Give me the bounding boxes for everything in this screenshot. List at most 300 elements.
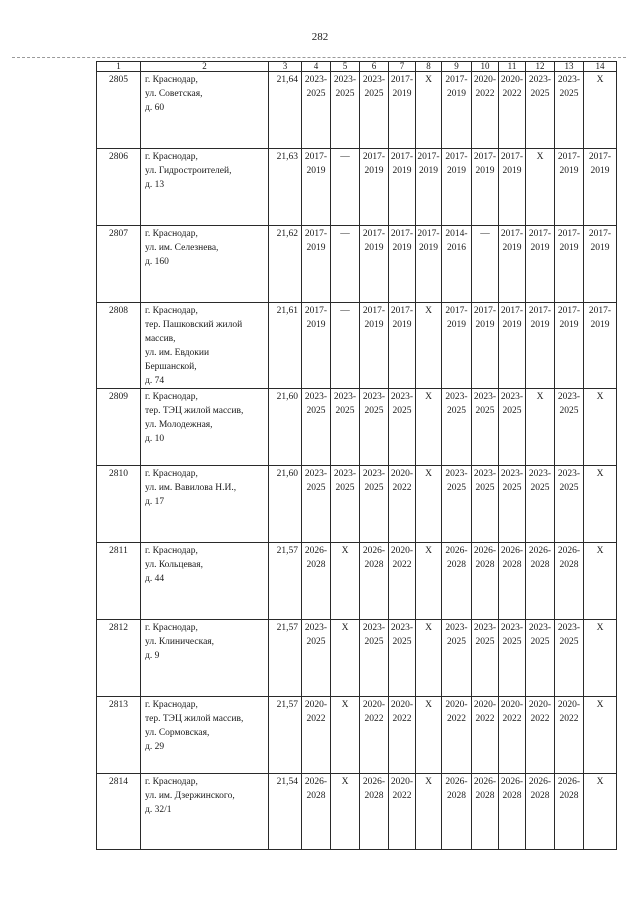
period-end: 2019	[502, 166, 522, 176]
address-cell	[141, 543, 269, 620]
column-header: 10	[472, 62, 499, 72]
period-cell	[555, 149, 584, 226]
period-cell	[472, 149, 499, 226]
period-end: 2019	[475, 320, 495, 330]
period-start: 2020-	[390, 777, 414, 787]
period-start: 2023-	[473, 469, 497, 479]
column-header: 3	[269, 62, 302, 72]
period-start: 2020-	[528, 700, 552, 710]
period-start: 2026-	[557, 777, 581, 787]
address-line: ул. им. Вавилова Н.И.,	[145, 483, 237, 493]
period-cell: X	[331, 774, 360, 850]
period-cell: X	[584, 466, 617, 543]
period-cell	[555, 226, 584, 303]
address-line: г. Краснодар,	[145, 306, 198, 316]
period-start: 2017-	[417, 152, 440, 162]
period-start: 2017-	[500, 306, 524, 316]
period-start: 2023-	[362, 75, 386, 85]
column-header: 14	[584, 62, 617, 72]
period-start: 2026-	[445, 777, 468, 787]
table-row	[97, 543, 617, 620]
period-end: 2019	[447, 166, 466, 176]
period-cell	[499, 389, 526, 466]
period-cell	[360, 149, 389, 226]
period-end: 2022	[447, 714, 466, 724]
table-row	[97, 389, 617, 466]
table-row	[97, 620, 617, 697]
period-start: 2017-	[557, 306, 581, 316]
column-header: 5	[331, 62, 360, 72]
row-number: 2812	[97, 620, 141, 697]
period-end: 2019	[559, 243, 579, 253]
period-cell	[584, 226, 617, 303]
period-start: 2020-	[500, 75, 524, 85]
period-cell	[472, 303, 499, 389]
period-cell	[360, 774, 389, 850]
column-header: 12	[526, 62, 555, 72]
period-start: 2023-	[500, 469, 524, 479]
period-cell	[389, 149, 416, 226]
table-row	[97, 72, 617, 149]
period-end: 2025	[475, 637, 495, 647]
period-start: 2023-	[304, 469, 328, 479]
column-header: 13	[555, 62, 584, 72]
period-cell	[442, 466, 472, 543]
period-start: 2017-	[500, 229, 524, 239]
period-cell	[389, 303, 416, 389]
period-start: 2017-	[588, 152, 612, 162]
period-cell	[302, 303, 331, 389]
period-end: 2025	[364, 406, 384, 416]
period-cell: —	[331, 226, 360, 303]
period-start: 2023-	[473, 392, 497, 402]
period-end: 2019	[364, 166, 384, 176]
address-cell	[141, 226, 269, 303]
period-end: 2022	[475, 714, 495, 724]
period-end: 2025	[306, 89, 326, 99]
period-end: 2028	[559, 791, 579, 801]
period-cell	[442, 543, 472, 620]
period-start: 2020-	[557, 700, 581, 710]
row-number: 2813	[97, 697, 141, 774]
period-end: 2025	[392, 637, 412, 647]
period-cell	[302, 543, 331, 620]
period-end: 2028	[306, 791, 326, 801]
period-start: 2017-	[557, 152, 581, 162]
period-start: 2026-	[304, 777, 328, 787]
period-start: 2023-	[473, 623, 497, 633]
period-end: 2019	[447, 89, 466, 99]
value-cell: 21,61	[269, 303, 302, 389]
period-start: 2023-	[557, 75, 581, 85]
period-end: 2028	[475, 560, 495, 570]
address-cell	[141, 303, 269, 389]
period-end: 2028	[364, 560, 384, 570]
period-end: 2025	[306, 637, 326, 647]
table-row	[97, 774, 617, 850]
period-end: 2016	[447, 243, 466, 253]
period-cell	[416, 226, 442, 303]
period-cell	[442, 303, 472, 389]
period-start: 2014-	[445, 229, 468, 239]
period-end: 2019	[306, 166, 326, 176]
period-end: 2025	[559, 637, 579, 647]
row-number: 2807	[97, 226, 141, 303]
period-start: 2017-	[362, 306, 386, 316]
period-start: 2017-	[362, 229, 386, 239]
period-end: 2028	[475, 791, 495, 801]
period-cell	[526, 303, 555, 389]
period-cell	[584, 149, 617, 226]
period-start: 2023-	[528, 623, 552, 633]
value-cell: 21,60	[269, 389, 302, 466]
period-cell	[331, 72, 360, 149]
period-cell: —	[331, 303, 360, 389]
period-start: 2026-	[500, 546, 524, 556]
row-number: 2809	[97, 389, 141, 466]
period-cell	[302, 149, 331, 226]
period-start: 2017-	[445, 152, 468, 162]
period-cell: X	[416, 303, 442, 389]
period-end: 2019	[590, 243, 610, 253]
period-end: 2028	[559, 560, 579, 570]
period-start: 2017-	[473, 152, 497, 162]
table-row	[97, 303, 617, 389]
address-line: ул. Клиническая,	[145, 637, 215, 647]
period-cell	[555, 303, 584, 389]
period-cell	[442, 389, 472, 466]
row-number: 2810	[97, 466, 141, 543]
period-start: 2020-	[390, 546, 414, 556]
period-cell	[472, 697, 499, 774]
period-start: 2023-	[333, 75, 357, 85]
period-cell	[499, 774, 526, 850]
period-cell	[526, 697, 555, 774]
period-end: 2022	[306, 714, 326, 724]
period-start: 2017-	[390, 306, 414, 316]
period-cell	[555, 620, 584, 697]
period-end: 2022	[392, 714, 412, 724]
address-line: г. Краснодар,	[145, 229, 198, 239]
column-header: 2	[141, 62, 269, 72]
period-start: 2020-	[445, 700, 468, 710]
period-end: 2025	[364, 89, 384, 99]
period-cell	[555, 697, 584, 774]
address-line: д. 9	[145, 651, 160, 661]
period-start: 2023-	[362, 392, 386, 402]
period-cell: X	[584, 389, 617, 466]
period-end: 2019	[392, 166, 412, 176]
address-line: ул. Гидростроителей,	[145, 166, 232, 176]
period-end: 2025	[530, 89, 550, 99]
period-cell	[526, 774, 555, 850]
period-start: 2020-	[304, 700, 328, 710]
period-start: 2023-	[390, 623, 414, 633]
address-line: д. 32/1	[145, 805, 172, 815]
period-start: 2017-	[390, 75, 414, 85]
address-line: д. 10	[145, 434, 165, 444]
period-end: 2022	[392, 791, 412, 801]
period-end: 2025	[530, 637, 550, 647]
period-end: 2025	[559, 89, 579, 99]
period-start: 2023-	[557, 469, 581, 479]
row-number: 2808	[97, 303, 141, 389]
period-cell	[499, 620, 526, 697]
period-start: 2023-	[500, 623, 524, 633]
period-cell	[499, 466, 526, 543]
period-start: 2023-	[445, 623, 468, 633]
column-number-row	[97, 62, 617, 72]
period-end: 2019	[364, 320, 384, 330]
period-start: 2020-	[473, 75, 497, 85]
period-start: 2017-	[362, 152, 386, 162]
period-start: 2017-	[588, 306, 612, 316]
period-cell	[526, 620, 555, 697]
period-start: 2026-	[304, 546, 328, 556]
table-row	[97, 466, 617, 543]
period-cell: X	[416, 466, 442, 543]
address-line: д. 74	[145, 376, 165, 386]
address-cell	[141, 72, 269, 149]
table-row	[97, 697, 617, 774]
period-end: 2019	[447, 320, 466, 330]
value-cell: 21,62	[269, 226, 302, 303]
period-start: 2020-	[390, 700, 414, 710]
period-start: 2026-	[445, 546, 468, 556]
period-cell	[472, 543, 499, 620]
table-row	[97, 149, 617, 226]
period-cell	[442, 774, 472, 850]
period-cell	[331, 466, 360, 543]
period-start: 2017-	[390, 229, 414, 239]
period-cell: —	[472, 226, 499, 303]
period-cell: X	[584, 620, 617, 697]
period-start: 2017-	[528, 229, 552, 239]
address-line: д. 44	[145, 574, 165, 584]
period-end: 2019	[364, 243, 384, 253]
period-end: 2025	[502, 483, 522, 493]
period-end: 2019	[502, 243, 522, 253]
address-line: г. Краснодар,	[145, 75, 198, 85]
period-end: 2022	[530, 714, 550, 724]
page-number: 282	[311, 31, 329, 43]
period-end: 2019	[392, 89, 412, 99]
period-cell	[389, 774, 416, 850]
period-cell: X	[331, 543, 360, 620]
period-end: 2019	[306, 243, 326, 253]
period-cell	[416, 149, 442, 226]
period-start: 2020-	[473, 700, 497, 710]
period-cell	[526, 466, 555, 543]
period-cell: X	[416, 697, 442, 774]
address-line: тер. Пашковский жилой	[145, 320, 243, 330]
period-cell: X	[526, 149, 555, 226]
period-end: 2028	[502, 560, 522, 570]
period-cell: X	[416, 774, 442, 850]
period-end: 2019	[419, 243, 438, 253]
period-end: 2019	[590, 320, 610, 330]
period-start: 2023-	[304, 623, 328, 633]
period-end: 2025	[502, 637, 522, 647]
period-end: 2025	[335, 483, 355, 493]
period-end: 2019	[419, 166, 438, 176]
period-start: 2026-	[473, 546, 497, 556]
period-start: 2023-	[304, 392, 328, 402]
period-cell	[360, 303, 389, 389]
period-end: 2025	[447, 406, 466, 416]
value-cell: 21,64	[269, 72, 302, 149]
period-end: 2025	[475, 406, 495, 416]
period-cell	[499, 149, 526, 226]
period-end: 2028	[530, 791, 550, 801]
period-cell	[302, 466, 331, 543]
address-line: г. Краснодар,	[145, 546, 198, 556]
column-header: 6	[360, 62, 389, 72]
column-header: 1	[97, 62, 141, 72]
period-cell	[472, 389, 499, 466]
period-start: 2026-	[500, 777, 524, 787]
period-start: 2023-	[362, 623, 386, 633]
period-end: 2019	[559, 166, 579, 176]
period-cell	[472, 466, 499, 543]
address-line: ул. Советская,	[145, 89, 203, 99]
period-cell	[389, 226, 416, 303]
period-start: 2020-	[500, 700, 524, 710]
period-end: 2022	[364, 714, 384, 724]
period-start: 2023-	[557, 392, 581, 402]
period-cell	[499, 303, 526, 389]
period-end: 2028	[447, 560, 466, 570]
period-start: 2017-	[304, 152, 328, 162]
value-cell: 21,57	[269, 620, 302, 697]
period-end: 2019	[306, 320, 326, 330]
page-divider	[12, 57, 626, 58]
period-cell: X	[331, 697, 360, 774]
address-line: ул. Сормовская,	[145, 728, 210, 738]
row-number: 2805	[97, 72, 141, 149]
column-header: 4	[302, 62, 331, 72]
period-start: 2017-	[588, 229, 612, 239]
period-start: 2023-	[304, 75, 328, 85]
period-end: 2019	[502, 320, 522, 330]
period-start: 2026-	[362, 546, 386, 556]
period-end: 2019	[530, 243, 550, 253]
period-start: 2017-	[390, 152, 414, 162]
period-end: 2025	[306, 406, 326, 416]
period-cell	[302, 72, 331, 149]
period-cell	[302, 389, 331, 466]
period-cell	[472, 620, 499, 697]
period-start: 2017-	[304, 306, 328, 316]
period-end: 2022	[502, 89, 522, 99]
value-cell: 21,63	[269, 149, 302, 226]
period-start: 2026-	[528, 546, 552, 556]
period-end: 2019	[392, 243, 412, 253]
period-cell: X	[584, 72, 617, 149]
period-end: 2028	[502, 791, 522, 801]
period-cell	[389, 466, 416, 543]
period-end: 2019	[392, 320, 412, 330]
address-line: ул. им. Евдокии	[145, 348, 210, 358]
period-cell	[555, 774, 584, 850]
address-line: д. 17	[145, 497, 165, 507]
address-line: ул. Молодежная,	[145, 420, 213, 430]
column-header: 8	[416, 62, 442, 72]
address-cell	[141, 466, 269, 543]
period-end: 2019	[590, 166, 610, 176]
period-cell	[442, 149, 472, 226]
period-end: 2025	[335, 89, 355, 99]
period-start: 2023-	[333, 469, 357, 479]
period-cell	[302, 697, 331, 774]
period-end: 2022	[502, 714, 522, 724]
period-end: 2022	[475, 89, 495, 99]
period-end: 2028	[447, 791, 466, 801]
period-start: 2023-	[333, 392, 357, 402]
period-cell	[360, 226, 389, 303]
address-cell	[141, 149, 269, 226]
period-cell	[389, 389, 416, 466]
period-cell	[526, 543, 555, 620]
period-cell: —	[331, 149, 360, 226]
period-cell	[584, 303, 617, 389]
row-number: 2814	[97, 774, 141, 850]
period-cell	[442, 697, 472, 774]
period-cell	[499, 226, 526, 303]
period-cell	[360, 543, 389, 620]
address-cell	[141, 620, 269, 697]
period-end: 2028	[306, 560, 326, 570]
period-start: 2020-	[390, 469, 414, 479]
period-cell	[442, 620, 472, 697]
address-line: массив,	[145, 334, 176, 344]
address-line: тер. ТЭЦ жилой массив,	[145, 406, 244, 416]
period-cell	[499, 543, 526, 620]
column-header: 9	[442, 62, 472, 72]
registry-table	[96, 61, 617, 850]
value-cell: 21,54	[269, 774, 302, 850]
period-cell: X	[416, 543, 442, 620]
address-line: ул. Кольцевая,	[145, 560, 204, 570]
period-cell	[442, 226, 472, 303]
period-cell: X	[584, 774, 617, 850]
period-start: 2026-	[557, 546, 581, 556]
period-cell	[331, 389, 360, 466]
row-number: 2806	[97, 149, 141, 226]
period-start: 2017-	[473, 306, 497, 316]
period-cell: X	[584, 543, 617, 620]
address-cell	[141, 774, 269, 850]
address-line: д. 29	[145, 742, 165, 752]
period-cell	[360, 389, 389, 466]
period-cell	[499, 72, 526, 149]
address-line: д. 160	[145, 257, 169, 267]
period-start: 2020-	[362, 700, 386, 710]
period-cell	[389, 620, 416, 697]
period-start: 2017-	[304, 229, 328, 239]
table-body	[97, 72, 617, 850]
period-end: 2025	[335, 406, 355, 416]
value-cell: 21,60	[269, 466, 302, 543]
period-end: 2025	[447, 637, 466, 647]
period-cell: X	[416, 389, 442, 466]
period-cell	[499, 697, 526, 774]
address-line: г. Краснодар,	[145, 623, 198, 633]
period-cell	[302, 620, 331, 697]
period-cell: X	[331, 620, 360, 697]
row-number: 2811	[97, 543, 141, 620]
period-start: 2023-	[362, 469, 386, 479]
